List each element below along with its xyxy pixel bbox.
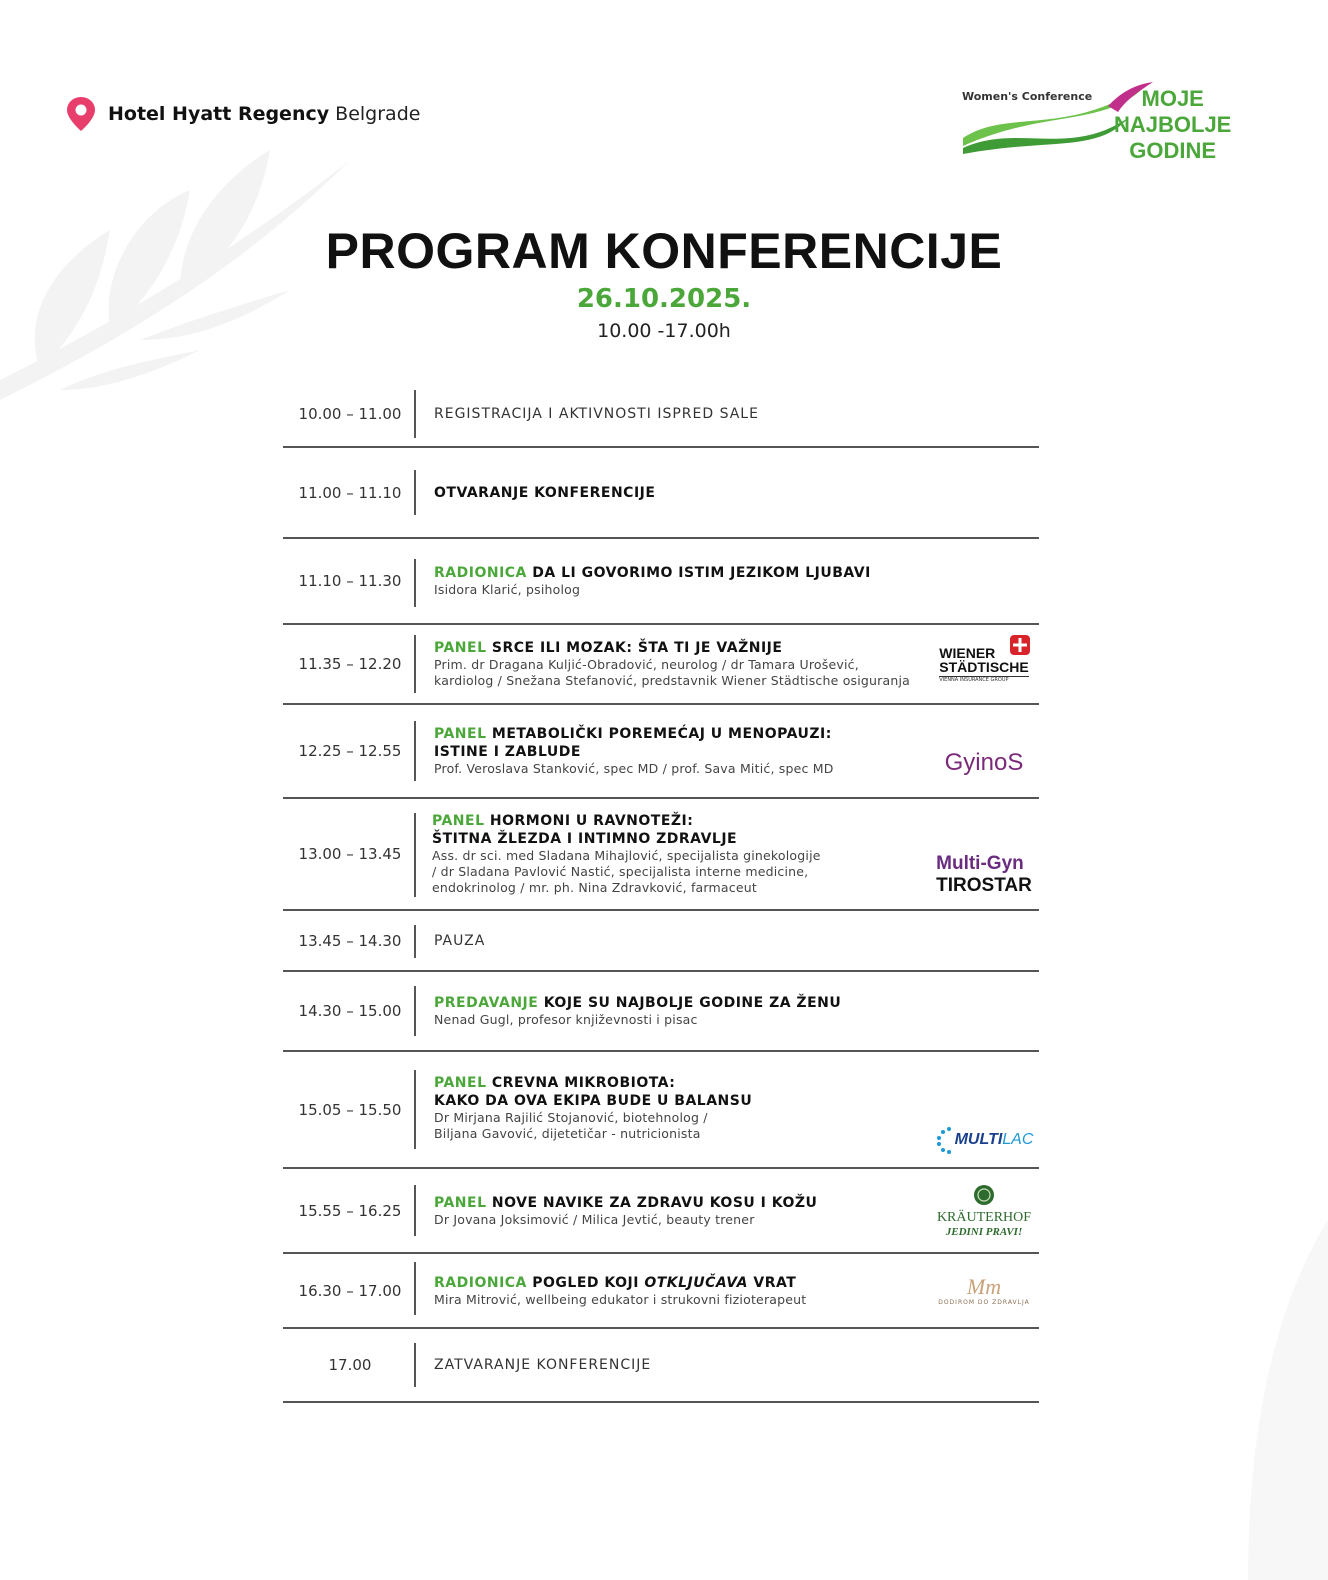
schedule-row: [283, 1169, 1039, 1254]
venue-city: Belgrade: [335, 103, 421, 125]
schedule-row: [283, 1329, 1039, 1403]
row-title: PAUZA: [434, 932, 486, 949]
schedule-row: [283, 382, 1039, 448]
logo-word-3: GODINE: [1129, 138, 1217, 163]
row-tag: PANEL: [434, 726, 487, 742]
row-time: 11.00 – 11.10: [298, 483, 402, 502]
location-pin-icon: [66, 96, 96, 132]
row-speakers: / dr Sladana Pavlović Nastić, specijalista interne medicine,: [432, 864, 809, 879]
row-speakers: Ass. dr sci. med Sladana Mihajlović, specijalista ginekologije: [432, 848, 821, 863]
row-title: METABOLIČKI POREMEĆAJ U MENOPAUZI:: [491, 726, 832, 742]
row-time: 10.00 – 11.00: [298, 405, 402, 423]
sponsor-logo-dodirom: [929, 1254, 1039, 1327]
row-title: ZATVARANJE KONFERENCIJE: [434, 1357, 652, 1373]
page-title: PROGRAM KONFERENCIJE: [325, 223, 1003, 279]
venue-name: Hotel Hyatt Regency: [108, 103, 330, 125]
sponsor-line2: LAC: [1002, 1131, 1034, 1148]
row-title: KOJE SU NAJBOLJE GODINE ZA ŽENU: [543, 995, 842, 1011]
row-title-line2: KAKO DA OVA EKIPA BUDE U BALANSU: [434, 1093, 753, 1109]
row-title: HORMONI U RAVNOTEŽI:: [489, 813, 694, 829]
row-speakers: Dr Mirjana Rajilić Stojanović, biotehnolog /: [434, 1110, 708, 1125]
sponsor-line1: WIENER: [939, 644, 996, 661]
schedule-row: [283, 972, 1039, 1052]
row-title: POGLED KOJI: [532, 1275, 639, 1291]
row-speakers: Biljana Gavović, dijetetičar - nutricionista: [434, 1126, 701, 1141]
row-speakers: endokrinolog / mr. ph. Nina Zdravković, farmaceut: [432, 880, 757, 895]
row-time: 13.45 – 14.30: [298, 931, 402, 950]
row-time: 17.00: [328, 1356, 372, 1374]
sponsor-line1: MULTI: [954, 1131, 1003, 1148]
schedule-row: [283, 1052, 1039, 1169]
schedule-row: [283, 705, 1039, 799]
row-tag: PANEL: [432, 813, 485, 829]
schedule-row: [283, 625, 1039, 705]
sponsor-line2: TIROSTAR: [936, 875, 1032, 896]
row-time: 12.25 – 12.55: [298, 742, 402, 760]
schedule-row: [283, 539, 1039, 625]
row-speakers: Nenad Gugl, profesor književnosti i pisac: [434, 1012, 698, 1027]
row-title: DA LI GOVORIMO ISTIM JEZIKOM LJUBAVI: [532, 565, 871, 581]
sponsor-line2: STÄDTISCHE: [939, 658, 1029, 675]
row-title: CREVNA MIKROBIOTA:: [491, 1075, 676, 1091]
krauterhof-emblem-icon: [973, 1184, 995, 1206]
leaf-decoration-bottom: [1128, 1220, 1328, 1580]
venue-line: [66, 96, 420, 132]
sponsor-logo-krauterhof: [929, 1169, 1039, 1252]
row-title-line2: ŠTITNA ŽLEZDA I INTIMNO ZDRAVLJE: [432, 831, 738, 847]
sponsor-line1: Mm: [966, 1274, 1002, 1299]
row-time: 13.00 – 13.45: [298, 845, 402, 863]
sponsor-logo-gyinos: [929, 705, 1039, 797]
row-speakers: kardiolog / Snežana Stefanović, predstavnik Wiener Städtische osiguranja: [434, 673, 911, 688]
row-tag: RADIONICA: [434, 1275, 527, 1291]
row-tag: PANEL: [434, 1075, 487, 1091]
schedule-row: [283, 448, 1039, 539]
row-speakers: Dr Jovana Joksimović / Milica Jevtić, beauty trener: [434, 1211, 755, 1227]
row-title-line2: ISTINE I ZABLUDE: [434, 744, 581, 760]
sponsor-logo-wiener: [929, 625, 1039, 703]
logo-word-1: MOJE: [1141, 86, 1204, 111]
logo-subtitle: Women's Conference: [962, 90, 1093, 103]
row-tag: RADIONICA: [434, 565, 527, 581]
row-title-end: VRAT: [753, 1275, 797, 1291]
row-time: 11.10 – 11.30: [298, 572, 402, 590]
schedule-row: [283, 799, 1039, 911]
row-time: 16.30 – 17.00: [298, 1281, 402, 1300]
sponsor-line2: DODIROM DO ZDRAVLJA: [938, 1299, 1030, 1306]
row-tag: PANEL: [434, 640, 487, 656]
sponsor-line1: GyinoS: [944, 749, 1024, 776]
row-title: REGISTRACIJA I AKTIVNOSTI ISPRED SALE: [434, 406, 759, 422]
row-speakers: Mira Mitrović, wellbeing edukator i strukovni fizioterapeut: [434, 1292, 807, 1307]
sponsor-line3: VIENNA INSURANCE GROUP: [939, 676, 1028, 683]
row-title: NOVE NAVIKE ZA ZDRAVU KOSU I KOŽU: [491, 1194, 818, 1211]
sponsor-logo-multilac: [929, 1052, 1039, 1167]
wiener-emblem-icon: [1009, 634, 1031, 656]
logo-word-2: NAJBOLJE: [1114, 112, 1232, 137]
schedule-row: [283, 1254, 1039, 1329]
row-speakers: Isidora Klarić, psiholog: [434, 582, 581, 597]
sponsor-line1: Multi-Gyn: [936, 853, 1024, 874]
sponsor-line2: JEDINI PRAVI!: [945, 1225, 1023, 1238]
row-title: OTVARANJE KONFERENCIJE: [434, 484, 656, 501]
row-speakers: Prim. dr Dragana Kuljić-Obradović, neurolog / dr Tamara Urošević,: [434, 657, 859, 672]
row-time: 15.05 – 15.50: [298, 1100, 402, 1119]
row-title: SRCE ILI MOZAK: ŠTA TI JE VAŽNIJE: [491, 640, 783, 656]
multilac-burst-icon: [935, 1125, 955, 1155]
sponsor-logo-multigyn: [929, 799, 1039, 909]
row-speakers: Prof. Veroslava Stanković, spec MD / prof. Sava Mitić, spec MD: [434, 761, 834, 776]
schedule-table: [283, 382, 1039, 1403]
conference-logo: [958, 78, 1258, 168]
row-time: 15.55 – 16.25: [298, 1201, 402, 1220]
row-title-emphasis: OTKLJUČAVA: [644, 1275, 748, 1291]
row-time: 11.35 – 12.20: [298, 655, 402, 673]
row-tag: PREDAVANJE: [434, 995, 539, 1011]
row-tag: PANEL: [434, 1194, 487, 1211]
event-hours: 10.00 -17.00h: [597, 320, 731, 342]
row-time: 14.30 – 15.00: [298, 1002, 402, 1020]
sponsor-line1: KRÄUTERHOF: [936, 1209, 1032, 1225]
schedule-row: [283, 911, 1039, 972]
event-date: 26.10.2025.: [576, 284, 752, 314]
